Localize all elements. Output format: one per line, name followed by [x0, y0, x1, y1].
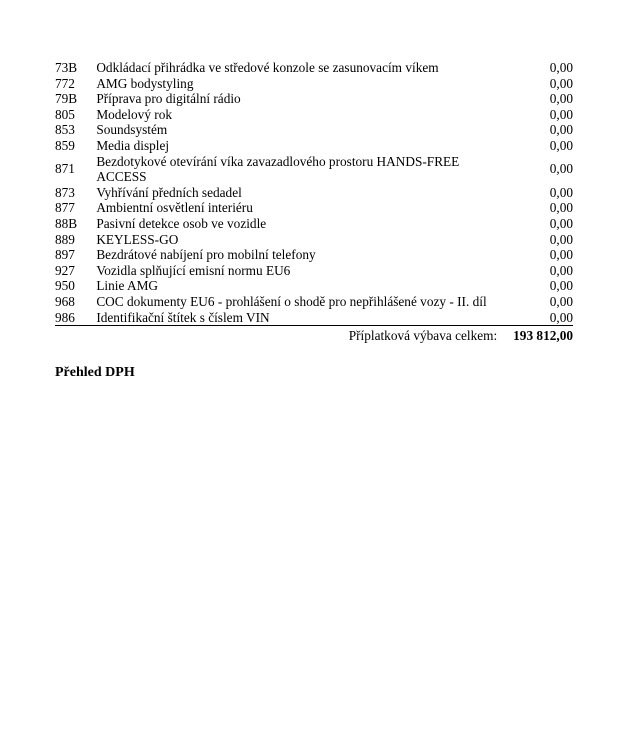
item-description: Identifikační štítek s číslem VIN	[96, 310, 499, 326]
item-code: 79B	[55, 91, 78, 107]
item-price: 0,00	[549, 122, 573, 138]
total-label: Příplatková výbava celkem:	[348, 328, 498, 344]
table-row	[55, 138, 573, 154]
equipment-table	[55, 60, 573, 326]
item-description: Modelový rok	[96, 106, 173, 122]
item-price: 0,00	[549, 60, 573, 75]
item-description: Linie AMG	[96, 278, 158, 294]
item-code: 859	[55, 137, 75, 153]
item-description: Ambientní osvětlení interiéru	[96, 200, 253, 216]
item-price: 0,00	[499, 310, 573, 326]
item-price: 0,00	[549, 247, 573, 263]
item-description: Pasivní detekce osob ve vozidle	[96, 215, 267, 231]
item-price: 0,00	[549, 91, 573, 107]
item-description: Vozidla splňující emisní normu EU6	[96, 262, 291, 278]
table-row	[55, 200, 573, 216]
table-row	[55, 60, 573, 76]
item-code: 889	[55, 231, 75, 247]
item-description: AMG bodystyling	[96, 75, 194, 91]
item-description: KEYLESS-GO	[96, 231, 179, 247]
item-code: 877	[55, 200, 75, 216]
item-code: 805	[55, 106, 75, 122]
item-description: Soundsystém	[96, 122, 168, 138]
table-row	[55, 216, 573, 232]
item-price: 0,00	[549, 278, 573, 294]
item-price: 0,00	[549, 262, 573, 278]
item-price: 0,00	[549, 161, 573, 177]
item-description: Příprava pro digitální rádio	[96, 91, 241, 107]
table-row	[55, 154, 573, 185]
item-code: 871	[55, 161, 75, 177]
item-price: 0,00	[549, 293, 573, 309]
item-price: 0,00	[549, 184, 573, 200]
table-row	[55, 185, 573, 201]
total-row	[55, 328, 573, 344]
table-row	[55, 91, 573, 107]
item-code: 950	[55, 278, 75, 294]
item-code: 927	[55, 262, 75, 278]
item-description: Bezdotykové otevírání víka zavazadlového prostoru HANDS-FREE ACCESS	[96, 153, 460, 185]
item-code: 986	[55, 310, 96, 326]
item-price: 0,00	[549, 75, 573, 91]
item-code: 88B	[55, 215, 78, 231]
table-row	[55, 76, 573, 92]
item-description: COC dokumenty EU6 - prohlášení o shodě pro nepřihlášené vozy - II. díl	[96, 293, 487, 309]
document-body	[55, 60, 573, 382]
item-price: 0,00	[549, 215, 573, 231]
table-row	[55, 247, 573, 263]
item-description: Vyhřívání předních sedadel	[96, 184, 242, 200]
table-row	[55, 278, 573, 294]
table-row	[55, 294, 573, 310]
table-row	[55, 122, 573, 138]
table-row	[55, 310, 573, 326]
section-heading: Přehled DPH	[55, 365, 135, 381]
item-price: 0,00	[549, 106, 573, 122]
item-code: 873	[55, 184, 75, 200]
item-code: 897	[55, 247, 75, 263]
item-code: 73B	[55, 60, 78, 75]
item-description: Media displej	[96, 137, 170, 153]
item-code: 968	[55, 293, 75, 309]
table-row	[55, 263, 573, 279]
table-row	[55, 232, 573, 248]
item-price: 0,00	[549, 137, 573, 153]
total-value: 193 812,00	[513, 328, 573, 344]
item-price: 0,00	[549, 231, 573, 247]
item-description: Odkládací přihrádka ve středové konzole se zasunovacím víkem	[96, 60, 439, 75]
item-price: 0,00	[549, 200, 573, 216]
table-row	[55, 107, 573, 123]
item-code: 853	[55, 122, 75, 138]
item-code: 772	[55, 75, 75, 91]
item-description: Bezdrátové nabíjení pro mobilní telefony	[96, 247, 316, 263]
